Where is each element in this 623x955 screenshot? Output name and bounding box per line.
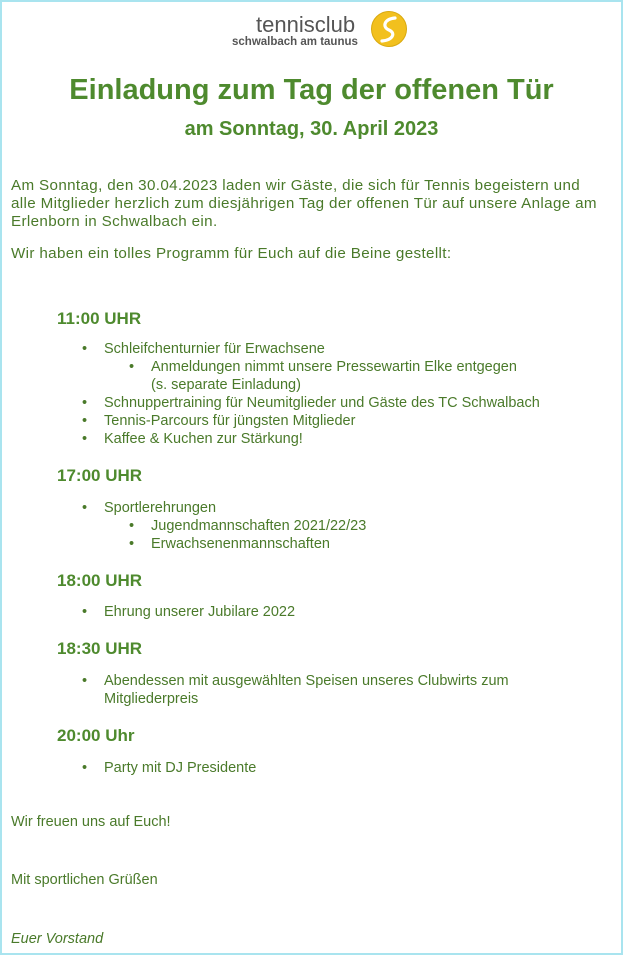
page-title: Einladung zum Tag der offenen Tür [69, 74, 554, 106]
program-intro: Wir haben ein tolles Programm für Euch auf die Beine gestellt: [11, 245, 452, 262]
program-item: • Abendessen mit ausgewählten Speisen unseres Clubwirts zum [104, 672, 509, 690]
time-heading: 20:00 Uhr [57, 726, 135, 745]
time-heading: 18:00 UHR [57, 571, 143, 590]
program-item: • Party mit DJ Presidente [104, 759, 256, 777]
program-subitem: • Erwachsenenmannschaften [151, 535, 330, 553]
page-subtitle: am Sonntag, 30. April 2023 [184, 118, 439, 140]
intro-paragraph: Am Sonntag, den 30.04.2023 laden wir Gäste, die sich für Tennis begeistern und alle Mitglieder herzlich zum diesjährigen Tag der offenen Tür auf unsere Anlage am Erlenborn in Schwalbach ein. [11, 177, 597, 230]
program-item: • Schleifchenturnier für Erwachsene [104, 340, 325, 358]
program-item: • Schnuppertraining für Neumitglieder und Gäste des TC Schwalbach [104, 394, 540, 412]
closing-line: Wir freuen uns auf Euch! [11, 814, 171, 830]
program-item: • Tennis-Parcours für jüngsten Mitglieder [104, 412, 355, 430]
tennis-ball-icon [370, 10, 408, 48]
program-item: • Kaffee & Kuchen zur Stärkung! [104, 430, 303, 448]
program-item: • Sportlerehrungen [104, 499, 216, 517]
program-item: • Ehrung unserer Jubilare 2022 [104, 603, 295, 621]
club-logo [232, 10, 412, 52]
program-subitem-cont: (s. separate Einladung) [151, 377, 301, 393]
time-heading: 17:00 UHR [57, 466, 143, 485]
program-subitem: • Anmeldungen nimmt unsere Pressewartin Elke entgegen [151, 358, 517, 376]
time-heading: 18:30 UHR [57, 639, 143, 658]
greeting-line: Mit sportlichen Grüßen [11, 872, 158, 888]
time-heading: 11:00 UHR [57, 309, 142, 328]
logo-subtitle: schwalbach am taunus [232, 36, 358, 48]
signature: Euer Vorstand [11, 931, 104, 947]
program-subitem: • Jugendmannschaften 2021/22/23 [151, 517, 366, 535]
logo-wordmark: tennisclub [256, 12, 356, 37]
program-item-cont: Mitgliederpreis [104, 691, 199, 707]
